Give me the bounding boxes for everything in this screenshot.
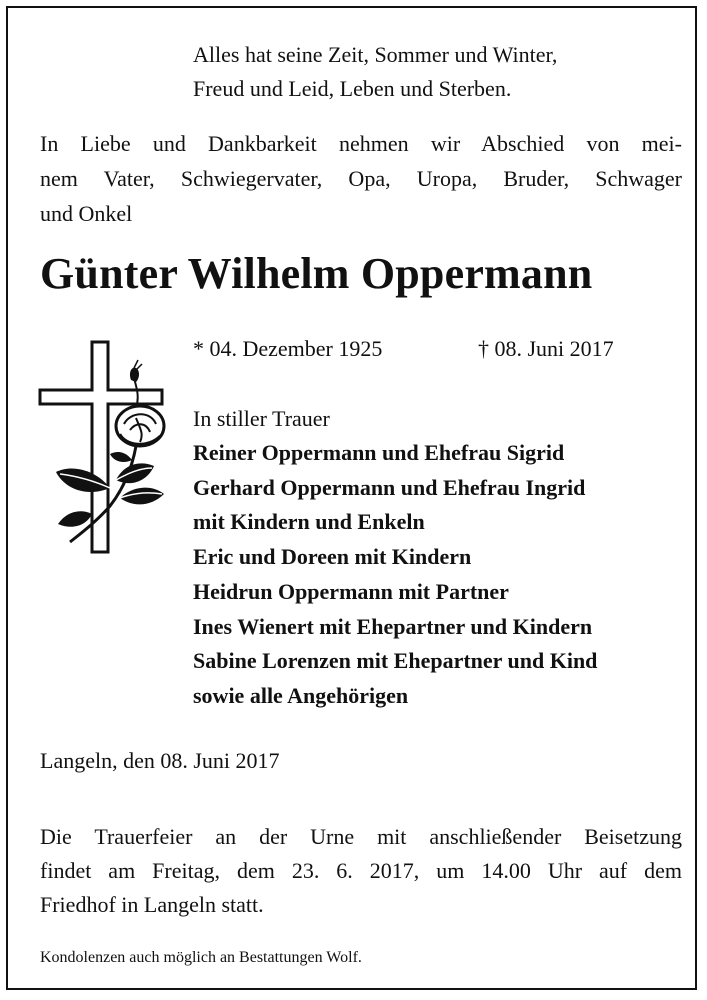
mourning-label: In stiller Trauer [193, 406, 330, 431]
birth-date: * 04. Dezember 1925 [193, 336, 383, 361]
funeral-notice [40, 820, 682, 922]
cross-with-rose-icon [36, 338, 171, 558]
deceased-name: Günter Wilhelm Oppermann [40, 249, 593, 298]
mourner-row: mit Kindern und Enkeln [193, 509, 425, 535]
mourner-row: Gerhard Oppermann und Ehefrau Ingrid [193, 474, 586, 500]
funeral-line: Friedhof in Langeln statt. [40, 892, 264, 917]
intro-line: nem Vater, Schwiegervater, Opa, Uropa, Bruder, Schwager [40, 166, 682, 191]
motto-verse [193, 38, 557, 106]
intro-line: In Liebe und Dankbarkeit nehmen wir Abschied von mei- [40, 131, 682, 156]
death-date: † 08. Juni 2017 [478, 336, 614, 361]
place-date: Langeln, den 08. Juni 2017 [40, 748, 280, 773]
intro-text [40, 126, 682, 231]
mourner-row: Eric und Doreen mit Kindern [193, 544, 472, 570]
mourner-row: Reiner Oppermann und Ehefrau Sigrid [193, 440, 565, 465]
motto-line: Alles hat seine Zeit, Sommer und Winter, [193, 42, 558, 67]
condolence-note: Kondolenzen auch möglich an Bestattungen Wolf. [40, 949, 362, 966]
mourner-row: Heidrun Oppermann mit Partner [193, 578, 509, 604]
obituary-frame [6, 6, 697, 990]
mourner-row: Ines Wienert mit Ehepartner und Kindern [193, 613, 593, 639]
motto-line: Freud und Leid, Leben und Sterben. [193, 76, 512, 101]
funeral-line: findet am Freitag, dem 23. 6. 2017, um 14.00 Uhr auf dem [40, 858, 682, 883]
funeral-line: Die Trauerfeier an der Urne mit anschließender Beisetzung [40, 824, 682, 849]
mourner-row: Sabine Lorenzen mit Ehepartner und Kind [193, 648, 598, 674]
intro-line: und Onkel [40, 201, 133, 226]
life-dates [193, 334, 648, 364]
mourner-row: sowie alle Angehörigen [193, 682, 409, 708]
mourners-list [193, 436, 597, 714]
